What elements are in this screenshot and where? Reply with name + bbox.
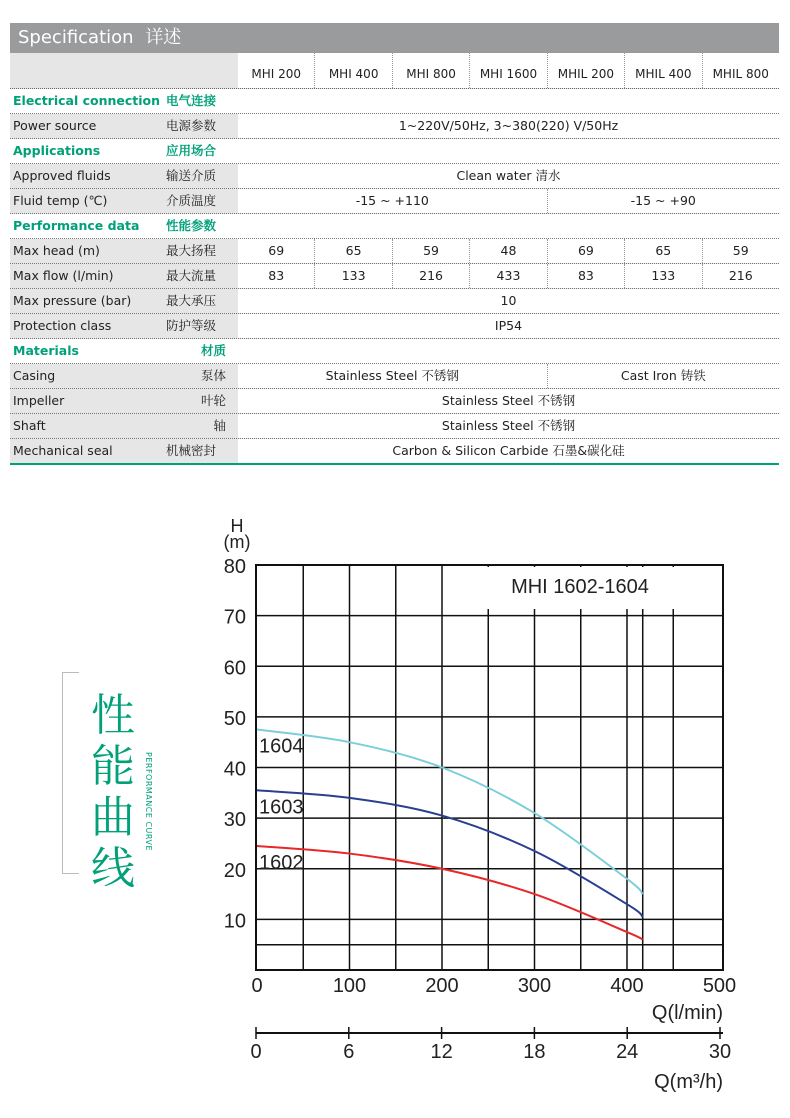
row-label-cn: 介质温度 <box>166 193 217 208</box>
row-label-en: Impeller <box>13 393 65 408</box>
row-label-cn: 轴 <box>213 418 226 433</box>
row-label-en: Max flow (l/min) <box>13 268 114 283</box>
model-header-4: MHI 1600 <box>469 53 546 88</box>
x-tick-label: 400 <box>610 975 644 997</box>
row-label-cn: 应用场合 <box>166 143 217 158</box>
performance-curve-chart <box>0 500 790 1118</box>
x2-tick-label: 6 <box>343 1041 355 1063</box>
row-value: 433 <box>469 264 546 288</box>
row-value: 216 <box>702 264 779 288</box>
row-value: Stainless Steel 不锈钢 <box>441 418 576 433</box>
row-label-en: Shaft <box>13 418 46 433</box>
x2-tick-label: 24 <box>616 1041 639 1063</box>
row-label-cn: 机械密封 <box>166 443 217 458</box>
row-value: 48 <box>469 239 546 263</box>
row-label-en: Applications <box>13 143 101 158</box>
spec-row <box>10 239 779 264</box>
row-value: 133 <box>624 264 701 288</box>
row-value: 59 <box>392 239 469 263</box>
spec-row <box>10 364 779 389</box>
y-axis-unit: (m) <box>223 532 251 552</box>
spec-row <box>10 439 779 465</box>
x-tick-label: 100 <box>332 975 367 997</box>
row-label-cn: 电气连接 <box>166 93 217 108</box>
y-tick-label: 40 <box>223 758 246 781</box>
spec-row <box>10 189 779 214</box>
spec-row <box>10 414 779 439</box>
row-value: Carbon & Silicon Carbide 石墨&碳化硅 <box>392 443 625 458</box>
section-row <box>10 89 779 114</box>
specification-banner <box>10 23 779 53</box>
row-label-cn: 最大流量 <box>166 268 217 283</box>
x-axis-label: Q(l/min) <box>651 1002 723 1024</box>
row-value: Cast Iron 铸铁 <box>547 364 779 388</box>
y-axis-symbol: H <box>230 516 244 536</box>
spec-row <box>10 164 779 189</box>
row-value: -15 ~ +110 <box>355 193 429 208</box>
row-label-en: Fluid temp (℃) <box>13 193 108 208</box>
row-value: 83 <box>547 264 624 288</box>
row-label-cn: 性能参数 <box>166 218 217 233</box>
row-value: Clean water 清水 <box>456 168 561 183</box>
x2-tick-label: 12 <box>430 1041 453 1063</box>
spec-row <box>10 389 779 414</box>
specification-table <box>10 23 779 465</box>
model-header-row <box>10 53 779 89</box>
row-label-en: Mechanical seal <box>13 443 113 458</box>
row-value: IP54 <box>494 318 523 333</box>
model-header-1: MHI 200 <box>251 67 302 81</box>
x2-tick-label: 0 <box>250 1041 262 1063</box>
banner-title-cn: 详述 <box>145 27 182 48</box>
row-value: -15 ~ +90 <box>547 189 779 213</box>
curve-label-1603: 1603 <box>259 796 304 819</box>
section-row <box>10 339 779 364</box>
y-tick-label: 60 <box>223 657 246 680</box>
model-header-5: MHIL 200 <box>547 53 624 88</box>
row-label-cn: 电源参数 <box>166 118 217 133</box>
section-row <box>10 214 779 239</box>
x-tick-label: 300 <box>517 975 552 997</box>
row-label-en: Approved fluids <box>13 168 111 183</box>
x-tick-label: 200 <box>425 975 459 997</box>
row-value: 83 <box>268 268 285 283</box>
y-tick-label: 20 <box>223 859 246 882</box>
row-label-cn: 最大扬程 <box>166 243 217 258</box>
row-value: 69 <box>268 243 285 258</box>
row-label-en: Max head (m) <box>13 243 100 258</box>
y-tick-label: 50 <box>223 707 246 730</box>
spec-row <box>10 289 779 314</box>
row-value: 133 <box>314 264 391 288</box>
spec-row <box>10 264 779 289</box>
model-header-2: MHI 400 <box>314 53 391 88</box>
row-label-en: Max pressure (bar) <box>13 293 132 308</box>
model-header-6: MHIL 400 <box>624 53 701 88</box>
curve-label-1602: 1602 <box>259 851 304 874</box>
x-tick-label: 0 <box>251 975 263 997</box>
performance-curve-title: 性能曲线 <box>91 690 135 894</box>
curve-1602 <box>257 846 643 940</box>
row-value: 65 <box>624 239 701 263</box>
row-label-cn: 叶轮 <box>200 393 226 408</box>
banner-title-en: Specification <box>18 27 134 48</box>
row-label-cn: 材质 <box>200 343 226 358</box>
row-value: 1~220V/50Hz, 3~380(220) V/50Hz <box>398 118 619 133</box>
y-tick-label: 30 <box>223 809 246 832</box>
y-tick-label: 80 <box>223 556 246 578</box>
x-tick-label: 500 <box>702 975 737 997</box>
y-tick-label: 70 <box>223 606 246 629</box>
row-value: 65 <box>314 239 391 263</box>
curve-label-1604: 1604 <box>259 735 304 758</box>
spec-row <box>10 314 779 339</box>
row-value: 216 <box>392 264 469 288</box>
row-label-en: Performance data <box>13 218 140 233</box>
row-label-en: Electrical connection <box>13 93 161 108</box>
y-tick-label: 10 <box>223 910 246 933</box>
row-label-cn: 泵体 <box>200 368 226 383</box>
x2-tick-label: 30 <box>708 1041 732 1063</box>
model-header-3: MHI 800 <box>392 53 469 88</box>
spec-row <box>10 114 779 139</box>
x2-axis-label: Q(m³/h) <box>654 1071 723 1093</box>
row-value: 69 <box>547 239 624 263</box>
row-label-cn: 输送介质 <box>166 168 217 183</box>
curve-1603 <box>257 790 643 917</box>
model-header-7: MHIL 800 <box>702 53 779 88</box>
row-label-en: Protection class <box>13 318 112 333</box>
row-value: Stainless Steel 不锈钢 <box>441 393 576 408</box>
row-label-en: Casing <box>13 368 56 383</box>
row-label-cn: 最大承压 <box>166 293 217 308</box>
x2-tick-label: 18 <box>523 1041 546 1063</box>
row-value: Stainless Steel 不锈钢 <box>325 368 459 383</box>
row-label-cn: 防护等级 <box>166 318 217 333</box>
performance-curve-subtitle: PERFORMANCE CURVE <box>144 752 153 852</box>
row-label-en: Power source <box>13 118 97 133</box>
row-value: 59 <box>702 239 779 263</box>
section-row <box>10 139 779 164</box>
chart-title: MHI 1602-1604 <box>511 576 649 598</box>
row-label-en: Materials <box>13 343 79 358</box>
row-value: 10 <box>500 293 517 308</box>
